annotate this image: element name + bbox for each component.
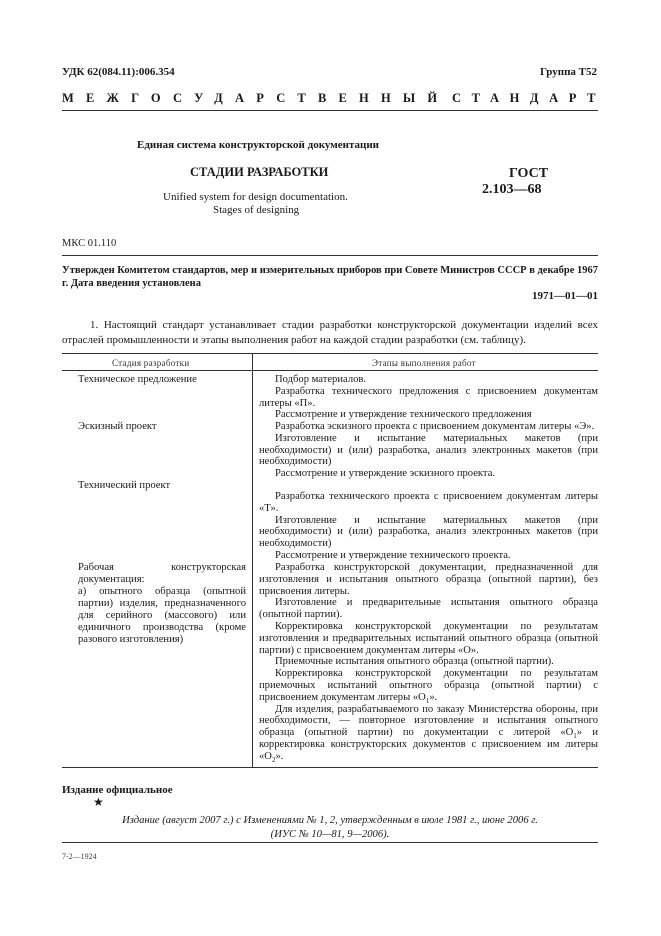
star-icon: ★ <box>93 795 104 809</box>
table-row-works <box>259 374 598 421</box>
table-row-stage: Техническое предложение <box>78 374 197 385</box>
approval-statement: Утвержден Комитетом стандартов, мер и измерительных приборов при Совете Министров СССР в декабре 1967 г. Дата введения установлена <box>62 265 598 289</box>
work-item: Приемочные испытания опытного образца (опытной партии). <box>275 656 554 668</box>
table-header-works: Этапы выполнения работ <box>372 358 476 368</box>
work-item: Рассмотрение и утверждение технического предложения <box>275 409 532 421</box>
work-item: Рассмотрение и утверждение технического проекта. <box>275 549 511 561</box>
intro-paragraph: 1. Настоящий стандарт устанавливает стадии разработки конструкторской документации изделий всех отраслей промышленности и этапы выполнения работ на каждой стадии разработки (см. таблицу). <box>62 319 598 346</box>
work-item: Изготовление и предварительные испытания опытного образца (опытной партии). <box>259 597 598 621</box>
work-item: Для изделия, разрабатываемого по заказу Министерства обороны, при необходимости, — повторное изготовление и испытания опытного образца (опытной партии) по документации с литерой «$О_1$» и корректировка конструкторских документов с присвоением им литеры «$О_2$». <box>259 703 598 764</box>
document-title: СТАДИИ РАЗРАБОТКИ <box>190 165 329 179</box>
table-bottom-rule <box>62 767 598 768</box>
revision-line2: (ИУС № 10—81, 9—2006). <box>270 829 390 840</box>
work-item: Рассмотрение и утверждение эскизного проекта. <box>275 468 496 480</box>
stage-title: Рабочая конструкторская документация: <box>78 562 246 585</box>
banner-interstate: МЕЖГОСУДАРСТВЕННЫЙ <box>62 91 450 105</box>
system-name: Единая система конструкторской документации <box>137 139 379 151</box>
work-item: Изготовление и испытание материальных макетов (при необходимости) и (или) разработка, анализ электронных макетов (при необходимости) <box>259 514 598 550</box>
table-row-works <box>259 421 598 480</box>
header-rule <box>62 110 598 111</box>
revision-line1: Издание (август 2007 г.) с Изменениями № 1, 2, утвержденным в июле 1981 г., июне 2006 г. <box>122 815 538 826</box>
udk-code: УДК 62(084.11):006.354 <box>62 66 175 78</box>
revision-note <box>62 814 598 842</box>
footer-rule <box>62 842 598 843</box>
work-item: Изготовление и испытание материальных макетов (при необходимости) и (или) разработка, анализ электронных макетов (при необходимости) <box>259 432 598 468</box>
english-title-line2: Stages of designing <box>213 204 300 216</box>
english-title-line1: Unified system for design documentation. <box>163 191 348 203</box>
work-item: Подбор материалов. <box>275 374 367 385</box>
banner-standard: СТАНДАРТ <box>452 91 607 105</box>
table-row-works <box>259 562 598 763</box>
table-row-stage: Технический проект <box>78 480 171 491</box>
table-column-divider <box>252 353 253 767</box>
mks-rule <box>62 255 598 256</box>
print-code: 7-2—1924 <box>62 852 97 861</box>
table-header-rule <box>62 370 598 371</box>
mks-code: МКС 01.110 <box>62 238 117 249</box>
stage-subitem: а) опытного образца (опытной партии) изделия, предназначенного для серийного (массового) или единичного производства (кроме разового изготовления) <box>78 586 246 645</box>
table-row-stage <box>78 562 246 646</box>
work-item: Разработка эскизного проекта с присвоением документам литеры «Э». <box>275 421 595 432</box>
group-code: Группа Т52 <box>539 66 597 78</box>
table-header-stage: Стадия разработки <box>112 358 190 368</box>
table-row-stage: Эскизный проект <box>78 421 157 432</box>
table-top-rule <box>62 353 598 354</box>
gost-number: 2.103—68 <box>482 182 542 197</box>
work-item: Разработка конструкторской документации, предназначенной для изготовления и испытания опытного образца (опытной партии), без присвоения литеры. <box>259 562 598 597</box>
official-edition-label: Издание официальное <box>62 784 173 796</box>
work-item: Корректировка конструкторской документации по результатам изготовления и предварительных испытаний опытного образца (опытной партии) с присвоением документам литеры «О». <box>259 620 598 656</box>
gost-label: ГОСТ <box>509 166 549 181</box>
work-item: Разработка технического предложения с присвоением документам литеры «П». <box>259 385 598 409</box>
work-item: Корректировка конструкторской документации по результатам приемочных испытаний опытного образца (опытной партии) с присвоением документам литеры «$О_1$». <box>259 668 598 705</box>
approval-date: 1971—01—01 <box>532 290 598 302</box>
table-row-works <box>259 491 598 562</box>
work-item: Разработка технического проекта с присвоением документам литеры «Т». <box>259 491 598 514</box>
